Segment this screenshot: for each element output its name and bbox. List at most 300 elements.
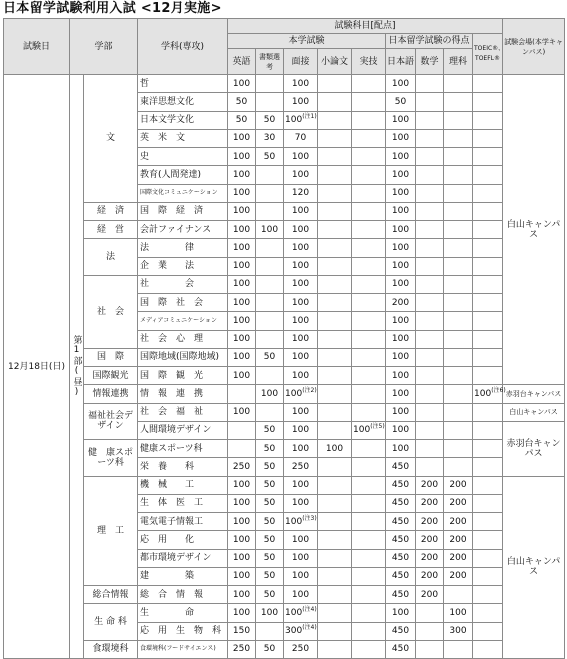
practical-score-cell bbox=[352, 476, 386, 494]
faculty-cell: 情報連携 bbox=[84, 385, 138, 403]
department-cell: 会計ファイナンス bbox=[138, 221, 228, 239]
docs-score-cell bbox=[256, 221, 284, 239]
interview-score-cell bbox=[284, 294, 318, 312]
toeic-score-cell bbox=[473, 421, 503, 439]
essay-score-cell bbox=[318, 75, 352, 93]
header-essay: 小論文 bbox=[318, 49, 352, 75]
english-score-cell bbox=[228, 275, 256, 293]
math-score-cell bbox=[416, 421, 444, 439]
department-cell: 国 際 経 済 bbox=[138, 202, 228, 220]
english-score-cell bbox=[228, 586, 256, 604]
docs-score-cell bbox=[256, 312, 284, 330]
practical-score: 100 bbox=[353, 425, 371, 436]
interview-score: 100 bbox=[285, 388, 303, 399]
docs-score-cell bbox=[256, 75, 284, 93]
docs-score: 50 bbox=[263, 115, 276, 126]
docs-score-cell bbox=[256, 257, 284, 275]
japanese-score-cell bbox=[386, 202, 416, 220]
science-score: 200 bbox=[449, 516, 467, 527]
docs-score: 30 bbox=[263, 133, 276, 144]
japanese-score: 100 bbox=[391, 352, 410, 363]
interview-score-cell bbox=[284, 458, 318, 476]
table-row bbox=[4, 221, 565, 239]
interview-score-cell bbox=[284, 586, 318, 604]
department-cell: 教育(人間発達) bbox=[138, 166, 228, 184]
header-venue: 試験会場(本学キャンパス) bbox=[503, 19, 565, 75]
venue-cell: 赤羽台キャンパス bbox=[503, 421, 565, 476]
toeic-score-cell bbox=[473, 221, 503, 239]
japanese-score: 450 bbox=[391, 626, 410, 637]
science-score-cell bbox=[444, 294, 473, 312]
japanese-score: 100 bbox=[391, 334, 410, 345]
english-score: 100 bbox=[232, 334, 251, 345]
footnote-marker: (注4) bbox=[302, 624, 317, 632]
toeic-score-cell bbox=[473, 640, 503, 658]
science-score-cell bbox=[444, 312, 473, 330]
practical-score-cell bbox=[352, 330, 386, 348]
japanese-score: 450 bbox=[391, 553, 410, 564]
header-english: 英語 bbox=[228, 49, 256, 75]
japanese-score-cell bbox=[386, 513, 416, 531]
department-cell: 情 報 連 携 bbox=[138, 385, 228, 403]
toeic-score-cell bbox=[473, 367, 503, 385]
table-body bbox=[4, 75, 565, 659]
header-science: 理科 bbox=[444, 49, 473, 75]
japanese-score-cell bbox=[386, 640, 416, 658]
practical-score-cell bbox=[352, 166, 386, 184]
japanese-score-cell bbox=[386, 622, 416, 640]
science-score-cell bbox=[444, 257, 473, 275]
department-cell: 総 合 情 報 bbox=[138, 586, 228, 604]
practical-score-cell bbox=[352, 640, 386, 658]
science-score: 100 bbox=[449, 607, 467, 618]
header-japanese: 日本語 bbox=[386, 49, 416, 75]
japanese-score-cell bbox=[386, 403, 416, 421]
practical-score-cell bbox=[352, 385, 386, 403]
docs-score: 100 bbox=[260, 388, 279, 399]
interview-score: 100 bbox=[291, 297, 310, 308]
japanese-score: 100 bbox=[391, 425, 410, 436]
english-score: 150 bbox=[232, 626, 251, 637]
exam-table bbox=[3, 18, 565, 659]
practical-score-cell bbox=[352, 567, 386, 585]
practical-score-cell bbox=[352, 93, 386, 111]
japanese-score-cell bbox=[386, 111, 416, 129]
science-score-cell bbox=[444, 549, 473, 567]
english-score: 100 bbox=[232, 169, 251, 180]
science-score: 200 bbox=[449, 498, 467, 509]
math-score-cell bbox=[416, 567, 444, 585]
essay-score-cell bbox=[318, 513, 352, 531]
header-docs: 書類選考 bbox=[256, 49, 284, 75]
footnote-marker: (注3) bbox=[302, 514, 317, 522]
faculty-cell: 文 bbox=[84, 75, 138, 203]
japanese-score-cell bbox=[386, 348, 416, 366]
japanese-score: 100 bbox=[391, 242, 410, 253]
math-score-cell bbox=[416, 202, 444, 220]
essay-score-cell bbox=[318, 440, 352, 458]
essay-score-cell bbox=[318, 531, 352, 549]
toeic-score-cell bbox=[473, 184, 503, 202]
toeic-score-cell bbox=[473, 148, 503, 166]
japanese-score: 450 bbox=[391, 461, 410, 472]
japanese-score-cell bbox=[386, 586, 416, 604]
docs-score: 50 bbox=[263, 553, 276, 564]
english-score: 100 bbox=[232, 516, 251, 527]
faculty-cell: 法 bbox=[84, 239, 138, 276]
math-score-cell bbox=[416, 166, 444, 184]
math-score-cell bbox=[416, 458, 444, 476]
japanese-score: 200 bbox=[391, 297, 410, 308]
japanese-score-cell bbox=[386, 93, 416, 111]
essay-score-cell bbox=[318, 385, 352, 403]
english-score: 100 bbox=[232, 480, 251, 491]
essay-score-cell bbox=[318, 166, 352, 184]
japanese-score-cell bbox=[386, 531, 416, 549]
venue-cell: 赤羽台キャンパス bbox=[503, 385, 565, 403]
english-score-cell bbox=[228, 640, 256, 658]
department-cell: 都市環境デザイン bbox=[138, 549, 228, 567]
department-cell: 生 命 bbox=[138, 604, 228, 622]
science-score-cell bbox=[444, 202, 473, 220]
english-score-cell bbox=[228, 129, 256, 147]
toeic-score-cell bbox=[473, 275, 503, 293]
header-exam-date: 試験日 bbox=[4, 19, 70, 75]
footnote-marker: (注6) bbox=[491, 386, 506, 394]
header-faculty: 学部 bbox=[70, 19, 138, 75]
interview-score-cell bbox=[284, 494, 318, 512]
essay-score-cell bbox=[318, 312, 352, 330]
interview-score: 100 bbox=[291, 261, 310, 272]
math-score-cell bbox=[416, 221, 444, 239]
interview-score: 100 bbox=[291, 78, 310, 89]
science-score-cell bbox=[444, 275, 473, 293]
docs-score-cell bbox=[256, 586, 284, 604]
department-cell: 東洋思想文化 bbox=[138, 93, 228, 111]
toeic-score-cell bbox=[473, 531, 503, 549]
interview-score-cell bbox=[284, 622, 318, 640]
math-score-cell bbox=[416, 604, 444, 622]
table-row bbox=[4, 348, 565, 366]
english-score: 100 bbox=[232, 224, 251, 235]
essay-score-cell bbox=[318, 93, 352, 111]
essay-score-cell bbox=[318, 622, 352, 640]
toeic-score-cell bbox=[473, 622, 503, 640]
science-score: 200 bbox=[449, 553, 467, 564]
docs-score: 50 bbox=[263, 644, 276, 655]
japanese-score: 450 bbox=[391, 516, 410, 527]
table-row bbox=[4, 75, 565, 93]
essay-score-cell bbox=[318, 257, 352, 275]
interview-score: 100 bbox=[291, 151, 310, 162]
interview-score: 100 bbox=[291, 352, 310, 363]
faculty-cell: 国 際 bbox=[84, 348, 138, 366]
english-score-cell bbox=[228, 567, 256, 585]
interview-score-cell bbox=[284, 202, 318, 220]
docs-score-cell bbox=[256, 129, 284, 147]
math-score-cell bbox=[416, 476, 444, 494]
japanese-score: 100 bbox=[391, 188, 410, 199]
toeic-score-cell bbox=[473, 93, 503, 111]
interview-score-cell bbox=[284, 513, 318, 531]
english-score: 100 bbox=[232, 407, 251, 418]
venue-cell: 白山キャンパス bbox=[503, 476, 565, 659]
english-score-cell bbox=[228, 294, 256, 312]
english-score: 100 bbox=[232, 553, 251, 564]
japanese-score: 100 bbox=[391, 315, 410, 326]
essay-score-cell bbox=[318, 184, 352, 202]
english-score-cell bbox=[228, 604, 256, 622]
toeic-score-cell bbox=[473, 111, 503, 129]
practical-score-cell bbox=[352, 622, 386, 640]
docs-score-cell bbox=[256, 111, 284, 129]
interview-score: 100 bbox=[291, 224, 310, 235]
english-score: 100 bbox=[232, 370, 251, 381]
docs-score-cell bbox=[256, 458, 284, 476]
interview-score-cell bbox=[284, 93, 318, 111]
interview-score: 100 bbox=[291, 334, 310, 345]
interview-score: 120 bbox=[291, 188, 310, 199]
japanese-score: 100 bbox=[391, 78, 410, 89]
practical-score-cell bbox=[352, 111, 386, 129]
japanese-score: 450 bbox=[391, 480, 410, 491]
toeic-score-cell bbox=[473, 312, 503, 330]
practical-score-cell bbox=[352, 458, 386, 476]
japanese-score: 100 bbox=[391, 607, 410, 618]
toeic-score: 100 bbox=[474, 388, 492, 399]
japanese-score: 450 bbox=[391, 589, 410, 600]
header-univ-exam: 本学試験 bbox=[228, 34, 386, 49]
practical-score-cell bbox=[352, 604, 386, 622]
interview-score: 300 bbox=[285, 626, 303, 637]
practical-score-cell bbox=[352, 531, 386, 549]
interview-score-cell bbox=[284, 531, 318, 549]
department-cell: 法 律 bbox=[138, 239, 228, 257]
toeic-score-cell bbox=[473, 513, 503, 531]
docs-score: 50 bbox=[263, 461, 276, 472]
header-math: 数学 bbox=[416, 49, 444, 75]
science-score-cell bbox=[444, 494, 473, 512]
interview-score-cell bbox=[284, 348, 318, 366]
interview-score: 100 bbox=[285, 607, 303, 618]
interview-score-cell bbox=[284, 257, 318, 275]
math-score-cell bbox=[416, 367, 444, 385]
japanese-score-cell bbox=[386, 294, 416, 312]
japanese-score: 100 bbox=[391, 224, 410, 235]
english-score-cell bbox=[228, 184, 256, 202]
essay-score-cell bbox=[318, 275, 352, 293]
english-score-cell bbox=[228, 531, 256, 549]
toeic-score-cell bbox=[473, 202, 503, 220]
practical-score-cell bbox=[352, 312, 386, 330]
faculty-cell: 経 営 bbox=[84, 221, 138, 239]
interview-score: 100 bbox=[291, 96, 310, 107]
english-score: 250 bbox=[232, 644, 251, 655]
interview-score-cell bbox=[284, 604, 318, 622]
math-score-cell bbox=[416, 239, 444, 257]
japanese-score-cell bbox=[386, 476, 416, 494]
essay-score-cell bbox=[318, 549, 352, 567]
interview-score-cell bbox=[284, 312, 318, 330]
footnote-marker: (注2) bbox=[302, 386, 317, 394]
japanese-score-cell bbox=[386, 458, 416, 476]
essay-score-cell bbox=[318, 567, 352, 585]
english-score: 100 bbox=[232, 498, 251, 509]
science-score-cell bbox=[444, 604, 473, 622]
math-score: 200 bbox=[420, 516, 439, 527]
interview-score: 100 bbox=[291, 279, 310, 290]
science-score-cell bbox=[444, 330, 473, 348]
docs-score: 50 bbox=[263, 498, 276, 509]
english-score-cell bbox=[228, 513, 256, 531]
docs-score: 50 bbox=[263, 589, 276, 600]
english-score: 100 bbox=[232, 242, 251, 253]
toeic-score-cell bbox=[473, 604, 503, 622]
japanese-score-cell bbox=[386, 184, 416, 202]
department-cell: 社 会 福 祉 bbox=[138, 403, 228, 421]
interview-score-cell bbox=[284, 476, 318, 494]
science-score-cell bbox=[444, 111, 473, 129]
english-score-cell bbox=[228, 312, 256, 330]
science-score-cell bbox=[444, 75, 473, 93]
department-cell: 国際地域(国際地域) bbox=[138, 348, 228, 366]
interview-score: 100 bbox=[291, 498, 310, 509]
math-score-cell bbox=[416, 312, 444, 330]
interview-score: 100 bbox=[291, 589, 310, 600]
docs-score-cell bbox=[256, 640, 284, 658]
faculty-cell: 経 済 bbox=[84, 202, 138, 220]
department-cell: 史 bbox=[138, 148, 228, 166]
english-score-cell bbox=[228, 622, 256, 640]
japanese-score-cell bbox=[386, 494, 416, 512]
science-score-cell bbox=[444, 640, 473, 658]
japanese-score-cell bbox=[386, 312, 416, 330]
docs-score-cell bbox=[256, 513, 284, 531]
practical-score-cell bbox=[352, 403, 386, 421]
japanese-score: 100 bbox=[391, 261, 410, 272]
interview-score-cell bbox=[284, 239, 318, 257]
english-score: 50 bbox=[235, 96, 248, 107]
interview-score: 100 bbox=[291, 206, 310, 217]
essay-score-cell bbox=[318, 403, 352, 421]
japanese-score: 100 bbox=[391, 169, 410, 180]
science-score-cell bbox=[444, 93, 473, 111]
japanese-score-cell bbox=[386, 385, 416, 403]
department-cell: 生 体 医 工 bbox=[138, 494, 228, 512]
toeic-score-cell bbox=[473, 348, 503, 366]
science-score-cell bbox=[444, 567, 473, 585]
english-score: 100 bbox=[232, 206, 251, 217]
docs-score: 50 bbox=[263, 534, 276, 545]
essay-score-cell bbox=[318, 421, 352, 439]
department-cell: 国 際 観 光 bbox=[138, 367, 228, 385]
faculty-cell: 生 命 科 bbox=[84, 604, 138, 641]
science-score-cell bbox=[444, 586, 473, 604]
venue-cell: 白山キャンパス bbox=[503, 75, 565, 385]
docs-score: 50 bbox=[263, 480, 276, 491]
english-score: 100 bbox=[232, 571, 251, 582]
english-score-cell bbox=[228, 421, 256, 439]
interview-score: 100 bbox=[291, 407, 310, 418]
science-score-cell bbox=[444, 385, 473, 403]
interview-score-cell bbox=[284, 330, 318, 348]
interview-score-cell bbox=[284, 166, 318, 184]
practical-score-cell bbox=[352, 586, 386, 604]
docs-score-cell bbox=[256, 403, 284, 421]
department-cell: 健康スポーツ科 bbox=[138, 440, 228, 458]
science-score-cell bbox=[444, 239, 473, 257]
english-score-cell bbox=[228, 148, 256, 166]
essay-score-cell bbox=[318, 604, 352, 622]
math-score-cell bbox=[416, 93, 444, 111]
practical-score-cell bbox=[352, 440, 386, 458]
practical-score-cell bbox=[352, 275, 386, 293]
toeic-score-cell bbox=[473, 330, 503, 348]
interview-score: 100 bbox=[285, 115, 303, 126]
exam-date-cell: 12月18日(日) bbox=[4, 75, 70, 659]
science-score-cell bbox=[444, 367, 473, 385]
toeic-score-cell bbox=[473, 586, 503, 604]
interview-score-cell bbox=[284, 221, 318, 239]
table-row bbox=[4, 239, 565, 257]
docs-score-cell bbox=[256, 367, 284, 385]
math-score-cell bbox=[416, 494, 444, 512]
faculty-cell: 健 康スポーツ科 bbox=[84, 440, 138, 477]
japanese-score-cell bbox=[386, 166, 416, 184]
science-score-cell bbox=[444, 184, 473, 202]
interview-score: 100 bbox=[291, 315, 310, 326]
science-score-cell bbox=[444, 622, 473, 640]
essay-score-cell bbox=[318, 640, 352, 658]
practical-score-cell bbox=[352, 294, 386, 312]
math-score-cell bbox=[416, 549, 444, 567]
japanese-score: 100 bbox=[391, 279, 410, 290]
japanese-score: 100 bbox=[391, 370, 410, 381]
japanese-score-cell bbox=[386, 421, 416, 439]
toeic-score-cell bbox=[473, 403, 503, 421]
docs-score-cell bbox=[256, 184, 284, 202]
interview-score: 70 bbox=[294, 133, 307, 144]
math-score-cell bbox=[416, 640, 444, 658]
department-cell: 応 用 化 bbox=[138, 531, 228, 549]
math-score-cell bbox=[416, 531, 444, 549]
english-score-cell bbox=[228, 348, 256, 366]
faculty-cell: 総合情報 bbox=[84, 586, 138, 604]
interview-score-cell bbox=[284, 403, 318, 421]
japanese-score: 100 bbox=[391, 206, 410, 217]
practical-score-cell bbox=[352, 239, 386, 257]
toeic-score-cell bbox=[473, 75, 503, 93]
essay-score-cell bbox=[318, 458, 352, 476]
english-score-cell bbox=[228, 257, 256, 275]
english-score: 250 bbox=[232, 461, 251, 472]
interview-score: 100 bbox=[291, 553, 310, 564]
department-cell: 社 会 bbox=[138, 275, 228, 293]
math-score: 200 bbox=[420, 534, 439, 545]
header-department: 学科(専攻) bbox=[138, 19, 228, 75]
department-cell: 電気電子情報工 bbox=[138, 513, 228, 531]
interview-score-cell bbox=[284, 75, 318, 93]
japanese-score: 100 bbox=[391, 388, 410, 399]
header-subjects: 試験科目[配点] bbox=[228, 19, 503, 34]
interview-score-cell bbox=[284, 385, 318, 403]
science-score-cell bbox=[444, 221, 473, 239]
footnote-marker: (注5) bbox=[370, 423, 385, 431]
docs-score-cell bbox=[256, 239, 284, 257]
english-score-cell bbox=[228, 239, 256, 257]
docs-score: 50 bbox=[263, 425, 276, 436]
japanese-score: 100 bbox=[391, 115, 410, 126]
